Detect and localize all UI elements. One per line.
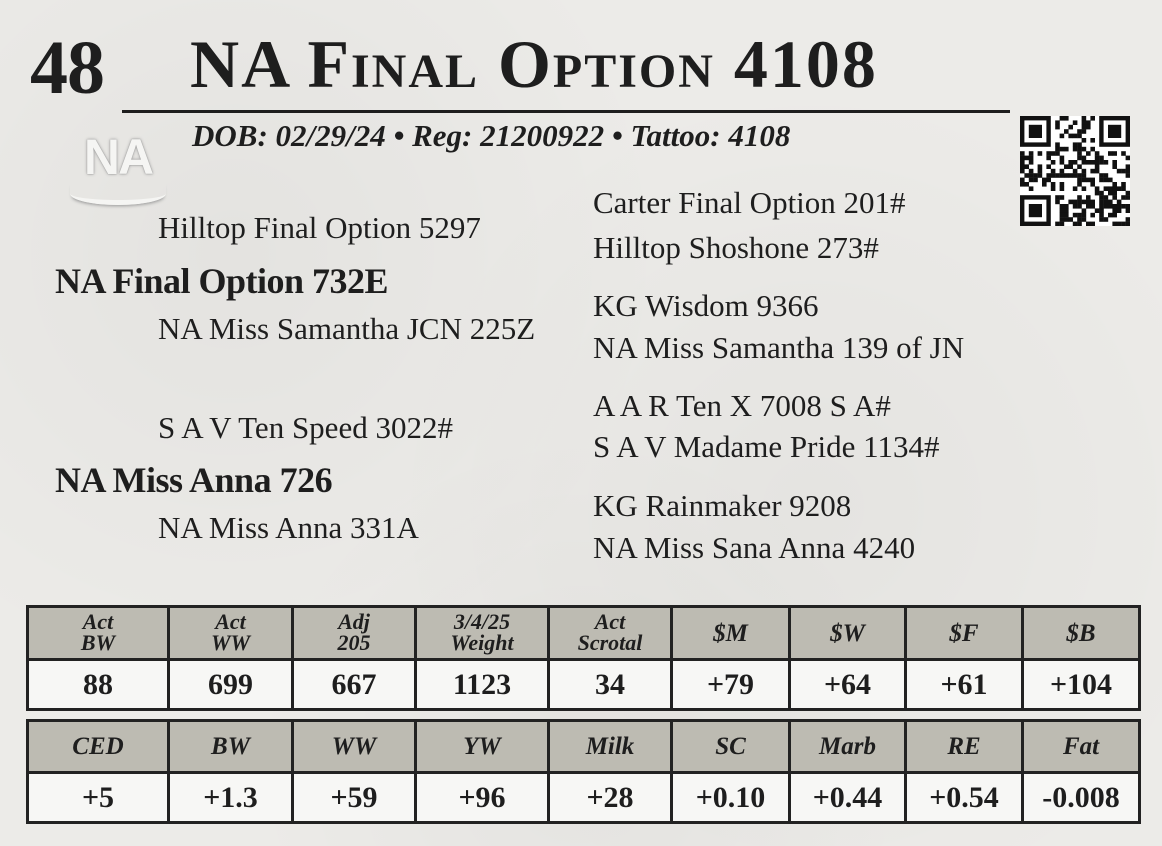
value-fat: -0.008 xyxy=(1023,773,1140,823)
title-underline xyxy=(122,110,1010,113)
value-re: +0.54 xyxy=(906,773,1023,823)
lot-number: 48 xyxy=(30,26,104,110)
value-marb: +0.44 xyxy=(790,773,906,823)
na-logo-badge xyxy=(62,128,174,208)
pedigree-dam-dam-dam: NA Miss Sana Anna 4240 xyxy=(593,530,916,565)
pedigree-sire-sire-dam: Hilltop Shoshone 273# xyxy=(593,230,879,265)
header-dollar-f: $F xyxy=(906,607,1023,660)
qr-code[interactable] xyxy=(1020,116,1130,226)
pedigree-dam-sire: S A V Ten Speed 3022# xyxy=(158,410,453,445)
performance-table xyxy=(26,605,1141,711)
pedigree-sire-dam: NA Miss Samantha JCN 225Z xyxy=(158,311,536,346)
pedigree-sire-sire: Hilltop Final Option 5297 xyxy=(158,210,481,245)
value-weight: 1123 xyxy=(416,660,549,710)
header-act-scrotal: Act Scrotal xyxy=(549,607,672,660)
value-dollar-m: +79 xyxy=(672,660,790,710)
pedigree-sire-dam-dam: NA Miss Samantha 139 of JN xyxy=(593,330,965,365)
pedigree-sire-sire-sire: Carter Final Option 201# xyxy=(593,185,906,220)
header-ww: WW xyxy=(293,721,416,773)
value-ww: +59 xyxy=(293,773,416,823)
header-act-ww: Act WW xyxy=(169,607,293,660)
header-marb: Marb xyxy=(790,721,906,773)
header-milk: Milk xyxy=(549,721,672,773)
pedigree-dam-dam: NA Miss Anna 331A xyxy=(158,510,419,545)
qr-code-graphic xyxy=(1020,116,1130,226)
header-fat: Fat xyxy=(1023,721,1140,773)
header-adj-205: Adj 205 xyxy=(293,607,416,660)
value-dollar-b: +104 xyxy=(1023,660,1140,710)
header-act-bw: Act BW xyxy=(28,607,169,660)
header-dollar-w: $W xyxy=(790,607,906,660)
header-weight: 3/4/25 Weight xyxy=(416,607,549,660)
badge-text: NA xyxy=(83,129,153,185)
value-adj-205: 667 xyxy=(293,660,416,710)
dob-reg-tattoo-line: DOB: 02/29/24 • Reg: 21200922 • Tattoo: 4108 xyxy=(192,118,791,153)
value-dollar-w: +64 xyxy=(790,660,906,710)
value-yw: +96 xyxy=(416,773,549,823)
pedigree-sire-dam-sire: KG Wisdom 9366 xyxy=(593,288,819,323)
value-act-ww: 699 xyxy=(169,660,293,710)
header-dollar-m: $M xyxy=(672,607,790,660)
header-yw: YW xyxy=(416,721,549,773)
header-sc: SC xyxy=(672,721,790,773)
header-ced: CED xyxy=(28,721,169,773)
value-dollar-f: +61 xyxy=(906,660,1023,710)
animal-name: NA Final Option 4108 xyxy=(190,26,878,102)
header-bw: BW xyxy=(169,721,293,773)
pedigree-dam: NA Miss Anna 726 xyxy=(55,460,333,500)
pedigree-sire: NA Final Option 732E xyxy=(55,261,389,301)
pedigree-dam-sire-sire: A A R Ten X 7008 S A# xyxy=(593,388,891,423)
value-sc: +0.10 xyxy=(672,773,790,823)
value-bw: +1.3 xyxy=(169,773,293,823)
header-dollar-b: $B xyxy=(1023,607,1140,660)
value-ced: +5 xyxy=(28,773,169,823)
epd-table xyxy=(26,719,1141,824)
value-milk: +28 xyxy=(549,773,672,823)
header-re: RE xyxy=(906,721,1023,773)
value-act-scrotal: 34 xyxy=(549,660,672,710)
pedigree-dam-dam-sire: KG Rainmaker 9208 xyxy=(593,488,852,523)
badge-arc xyxy=(70,182,166,205)
value-act-bw: 88 xyxy=(28,660,169,710)
pedigree-dam-sire-dam: S A V Madame Pride 1134# xyxy=(593,429,940,464)
